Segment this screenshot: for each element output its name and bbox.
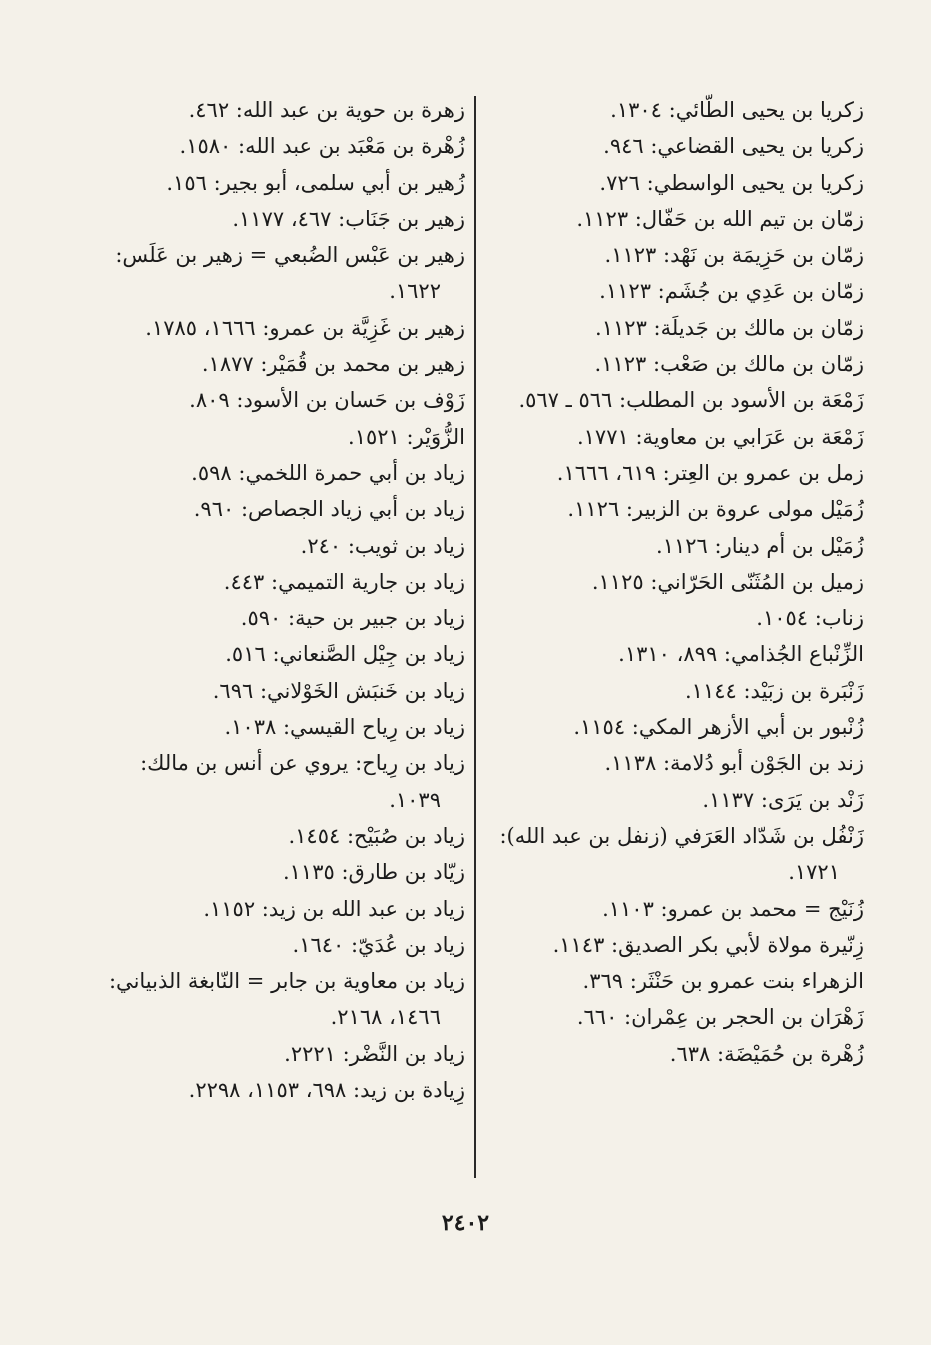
index-entry-text: زكريا بن يحيى الطّائي: ١٣٠٤. — [610, 98, 864, 122]
index-entry — [492, 636, 864, 672]
index-entry-text: زَنْفُل بن شَدّاد العَرَفي (زنفل بن عبد الله): — [499, 823, 864, 848]
index-entry-text: زياد بن جبير بن حية: ٥٩٠. — [240, 606, 465, 631]
index-entry — [97, 745, 465, 818]
index-entry — [492, 201, 864, 237]
index-entry-text: الزُّوَيْر: ١٥٢١. — [348, 424, 465, 449]
index-entry — [492, 927, 864, 963]
index-entry-text: زمّان بن مالك بن صَعْب: ١١٢٣. — [594, 352, 864, 377]
index-entry — [492, 419, 864, 455]
index-entry — [97, 310, 465, 346]
index-entry-text: زهرة بن حوية بن عبد الله: ٤٦٢. — [188, 98, 465, 122]
index-entry — [97, 201, 465, 237]
index-entry-text: زُنَيْج = محمد بن عمرو: ١١٠٣. — [602, 896, 864, 921]
index-entry-text: زهير بن غَزِيَّة بن عمرو: ١٦٦٦، ١٧٨٥. — [145, 315, 465, 340]
index-entry-text: زُهْرة بن حُمَيْضَة: ٦٣٨. — [669, 1041, 864, 1066]
index-entry — [97, 564, 465, 600]
index-entry — [492, 745, 864, 781]
index-entry — [492, 491, 864, 527]
index-entry-text: زَمْعَة بن الأسود بن المطلب: ٥٦٦ ـ ٥٦٧. — [518, 388, 864, 413]
index-entry-text: زكريا بن يحيى الواسطي: ٧٢٦. — [599, 170, 864, 195]
index-entry — [97, 128, 465, 164]
index-entry-text: زياد بن معاوية بن جابر = النّابغة الذبياني: — [108, 969, 465, 994]
index-entry — [492, 963, 864, 999]
index-entry-text: زمّان بن حَزِيمَة بن نَهْد: ١١٢٣. — [604, 243, 864, 268]
index-entry-text: زَوْف بن حَسان بن الأسود: ٨٠٩. — [189, 388, 465, 413]
index-entry-text: زكريا بن يحيى القضاعي: ٩٤٦. — [603, 134, 864, 159]
index-entry-text: زياد بن رِياح القيسي: ١٠٣٨. — [224, 715, 465, 740]
index-entry-text: زهير بن عَبْس الضُبعي = زهير بن عَلَس: — [115, 243, 465, 268]
index-entry-text: زَهْرَان بن الحجر بن عِمْران: ٦٦٠. — [576, 1005, 864, 1030]
index-entry-text: زهير بن جَنَاب: ٤٦٧، ١١٧٧. — [232, 206, 465, 231]
index-entry-text: زمّان بن تيم الله بن حَفّال: ١١٢٣. — [576, 206, 864, 231]
index-entry-text: زميل بن المُثَنّى الحَرّاني: ١١٢٥. — [591, 569, 864, 594]
index-entry — [492, 782, 864, 818]
index-entry — [97, 491, 465, 527]
index-entry — [97, 709, 465, 745]
index-entry — [492, 673, 864, 709]
index-entry-text: زهير بن محمد بن قُمَيْر: ١٨٧٧. — [201, 352, 465, 377]
index-entry — [492, 564, 864, 600]
index-entry — [492, 600, 864, 636]
index-entry — [492, 818, 864, 891]
index-entry — [97, 818, 465, 854]
index-entry-text: زُهْرة بن مَعْبَد بن عبد الله: ١٥٨٠. — [179, 134, 465, 159]
index-entry — [97, 237, 465, 310]
index-entry-text: الزهراء بنت عمرو بن حَنْثَر: ٣٦٩. — [582, 969, 864, 994]
index-entry — [492, 273, 864, 309]
index-entry-text: زُنْبور بن أبي الأزهر المكي: ١١٥٤. — [573, 715, 864, 740]
index-entry-text: زُمَيْل مولى عروة بن الزبير: ١١٢٦. — [567, 497, 864, 522]
index-entry-text: زِيادة بن زيد: ٦٩٨، ١١٥٣، ٢٢٩٨. — [188, 1078, 465, 1103]
index-entry — [97, 528, 465, 564]
index-entry-text: زياد بن عُدَيّ: ١٦٤٠. — [292, 932, 465, 957]
index-entry-text: زياد بن خَنبَش الخَوْلاني: ٦٩٦. — [212, 678, 465, 703]
index-entry-text: زياد بن رِياح: يروي عن أنس بن مالك: — [140, 751, 465, 776]
index-entry — [97, 455, 465, 491]
index-entry — [97, 346, 465, 382]
index-entry-continuation: ١٦٢٢. — [389, 279, 441, 304]
index-entry — [492, 709, 864, 745]
index-entry-text: زمل بن عمرو بن العِتر: ٦١٩، ١٦٦٦. — [556, 460, 864, 485]
index-entry — [492, 1036, 864, 1072]
index-column-right — [492, 92, 864, 1072]
index-entry — [492, 92, 864, 128]
index-entry-text: زِنّيرة مولاة لأبي بكر الصديق: ١١٤٣. — [552, 932, 864, 957]
column-divider — [474, 96, 476, 1178]
index-entry — [97, 673, 465, 709]
index-entry — [97, 854, 465, 890]
index-entry-text: زياد بن أبي حمرة اللخمي: ٥٩٨. — [191, 460, 465, 485]
index-entry-continuation: ١٧٢١. — [788, 860, 840, 885]
index-entry — [492, 346, 864, 382]
index-entry-text: زَمْعَة بن عَرَابي بن معاوية: ١٧٧١. — [576, 424, 864, 449]
index-entry-text: زياد بن عبد الله بن زيد: ١١٥٢. — [203, 896, 465, 921]
index-entry-text: زَنْبَرة بن زبَيْد: ١١٤٤. — [684, 678, 864, 703]
index-entry-text: زياد بن جِيْل الصَّنعاني: ٥١٦. — [225, 642, 465, 667]
index-entry — [97, 382, 465, 418]
index-entry-text: زياد بن صُبَيْح: ١٤٥٤. — [288, 823, 465, 848]
index-entry — [492, 891, 864, 927]
index-entry-text: زناب: ١٠٥٤. — [756, 606, 864, 631]
index-entry-text: زياد بن أبي زياد الجصاص: ٩٦٠. — [193, 497, 465, 522]
index-entry — [492, 237, 864, 273]
index-entry — [492, 999, 864, 1035]
index-entry-text: زياد بن النَّضْر: ٢٢٢١. — [284, 1041, 465, 1066]
index-entry — [492, 310, 864, 346]
index-entry — [97, 636, 465, 672]
index-entry — [97, 1072, 465, 1108]
index-entry — [97, 92, 465, 128]
index-entry — [97, 419, 465, 455]
index-entry — [97, 165, 465, 201]
index-entry — [97, 963, 465, 1036]
index-entry-text: زمّان بن عَدِي بن جُشَم: ١١٢٣. — [599, 279, 864, 304]
index-entry-continuation: ١٤٦٦، ٢١٦٨. — [330, 1005, 441, 1030]
index-entry — [492, 165, 864, 201]
index-entry-text: زيّاد بن طارق: ١١٣٥. — [282, 860, 465, 885]
index-entry — [492, 455, 864, 491]
index-entry — [492, 382, 864, 418]
index-entry — [97, 927, 465, 963]
index-entry-text: زمّان بن مالك بن جَديلَة: ١١٢٣. — [595, 315, 864, 340]
index-entry-text: زَنْد بن يَرَى: ١١٣٧. — [702, 787, 864, 812]
index-entry-text: زند بن الجَوْن أبو دُلامة: ١١٣٨. — [604, 751, 864, 776]
index-entry — [97, 600, 465, 636]
index-entry-text: زُمَيْل بن أم دينار: ١١٢٦. — [656, 533, 864, 558]
index-entry — [97, 891, 465, 927]
index-entry-text: زُهير بن أبي سلمى، أبو بجير: ١٥٦. — [166, 170, 465, 195]
index-entry — [492, 528, 864, 564]
index-column-left — [97, 92, 465, 1108]
index-entry-text: الزِّنْباع الجُذامي: ٨٩٩، ١٣١٠. — [618, 642, 864, 667]
page-number: ٢٤٠٢ — [441, 1210, 490, 1236]
index-entry — [492, 128, 864, 164]
index-entry-continuation: ١٠٣٩. — [389, 787, 441, 812]
index-entry — [97, 1036, 465, 1072]
index-entry-text: زياد بن جارية التميمي: ٤٤٣. — [223, 569, 465, 594]
index-entry-text: زياد بن ثويب: ٢٤٠. — [300, 533, 465, 558]
